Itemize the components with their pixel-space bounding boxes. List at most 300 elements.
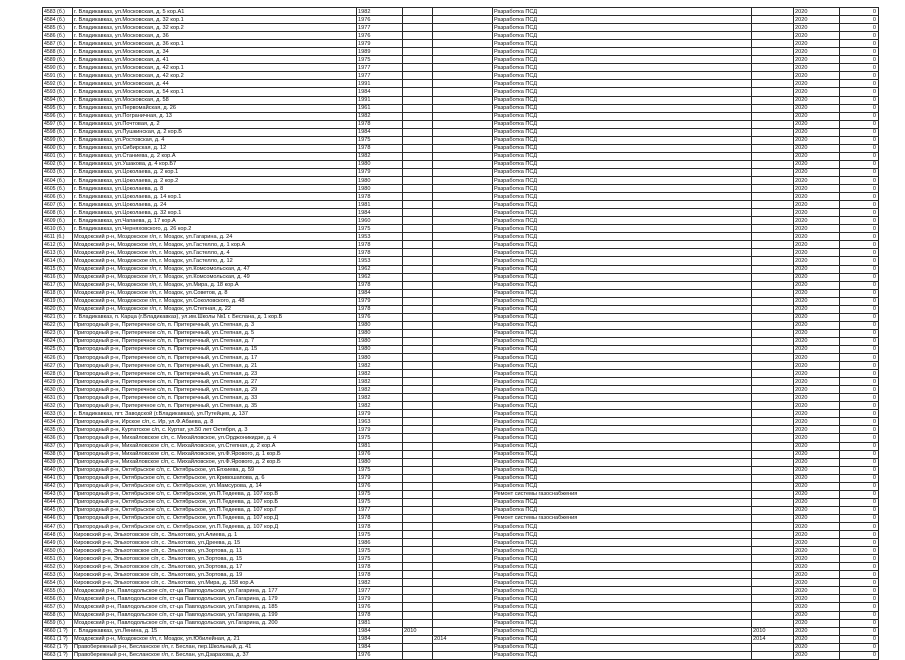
address-cell: г. Владикавказ, ул.Московская, д. 36 кор.1: [73, 40, 357, 48]
cost-cell: 0: [840, 531, 879, 539]
planned-year-cell: 2020: [794, 643, 840, 651]
address-cell: Пригородный р-н, Михайловское с/п, с. Михайловское, ул.Ф.Ярового, д. 1 кор.Б: [73, 450, 357, 458]
table-row: [43, 209, 879, 217]
planned-year-cell: 2020: [794, 345, 840, 353]
repair-year-cell: [433, 458, 493, 466]
table-row: [43, 104, 879, 112]
cost-cell: 0: [840, 579, 879, 587]
year-built-cell: 1961: [357, 104, 403, 112]
address-cell: Моздокский р-н, Павлодольское с/п, ст-ца Павлодольская, ул.Гагарина, д. 200: [73, 619, 357, 627]
last-repair-year-cell: [403, 281, 433, 289]
last-repair-year-cell: [403, 265, 433, 273]
work-type-cell: Разработка ПСД: [493, 289, 752, 297]
planned-year-cell: 2020: [794, 225, 840, 233]
table-row: [43, 225, 879, 233]
planned-year-cell: 2020: [794, 217, 840, 225]
row-id-cell: 4620 (б.): [43, 305, 73, 313]
last-repair-year-cell: [403, 176, 433, 184]
cost-cell: 0: [840, 40, 879, 48]
address-cell: г. Владикавказ, ул.Московская, д. 41: [73, 56, 357, 64]
year-built-cell: 1978: [357, 611, 403, 619]
repair-year-cell: [433, 176, 493, 184]
planned-year-cell: 2020: [794, 555, 840, 563]
repair-year-cell: [433, 185, 493, 193]
repair-year-cell: [433, 241, 493, 249]
completed-year-cell: [752, 595, 794, 603]
cost-cell: 0: [840, 72, 879, 80]
planned-year-cell: 2020: [794, 185, 840, 193]
repair-year-cell: [433, 16, 493, 24]
repair-year-cell: [433, 48, 493, 56]
last-repair-year-cell: [403, 313, 433, 321]
row-id-cell: 4656 (б.): [43, 595, 73, 603]
planned-year-cell: 2020: [794, 337, 840, 345]
completed-year-cell: [752, 201, 794, 209]
work-type-cell: Разработка ПСД: [493, 257, 752, 265]
last-repair-year-cell: [403, 160, 433, 168]
work-type-cell: Разработка ПСД: [493, 265, 752, 273]
completed-year-cell: [752, 16, 794, 24]
work-type-cell: Разработка ПСД: [493, 410, 752, 418]
address-cell: г. Владикавказ, пгт. Заводской (г.Владикавказ), ул.Путейцев, д. 137: [73, 410, 357, 418]
row-id-cell: 4612 (б.): [43, 241, 73, 249]
repair-year-cell: [433, 643, 493, 651]
last-repair-year-cell: [403, 152, 433, 160]
last-repair-year-cell: [403, 321, 433, 329]
work-type-cell: Разработка ПСД: [493, 313, 752, 321]
work-type-cell: Разработка ПСД: [493, 160, 752, 168]
table-row: [43, 378, 879, 386]
year-built-cell: 1980: [357, 329, 403, 337]
table-row: [43, 176, 879, 184]
year-built-cell: 1975: [357, 56, 403, 64]
planned-year-cell: 2020: [794, 321, 840, 329]
last-repair-year-cell: [403, 185, 433, 193]
work-type-cell: Разработка ПСД: [493, 643, 752, 651]
cost-cell: 0: [840, 345, 879, 353]
work-type-cell: Разработка ПСД: [493, 337, 752, 345]
table-row: [43, 547, 879, 555]
cost-cell: 0: [840, 563, 879, 571]
last-repair-year-cell: [403, 249, 433, 257]
planned-year-cell: 2020: [794, 96, 840, 104]
address-cell: Кировский р-н, Эльхотовское с/п, с. Эльхотово, ул.Дреева, д. 15: [73, 539, 357, 547]
last-repair-year-cell: [403, 571, 433, 579]
address-cell: г. Владикавказ, ул.Цоколаева, д. 8: [73, 185, 357, 193]
planned-year-cell: 2020: [794, 273, 840, 281]
year-built-cell: 1982: [357, 8, 403, 16]
work-type-cell: Разработка ПСД: [493, 458, 752, 466]
cost-cell: 0: [840, 394, 879, 402]
completed-year-cell: [752, 498, 794, 506]
table-row: [43, 482, 879, 490]
last-repair-year-cell: [403, 434, 433, 442]
repair-year-cell: [433, 40, 493, 48]
repair-year-cell: [433, 498, 493, 506]
cost-cell: 0: [840, 144, 879, 152]
row-id-cell: 4633 (б.): [43, 410, 73, 418]
work-type-cell: Разработка ПСД: [493, 281, 752, 289]
table-row: [43, 514, 879, 522]
work-type-cell: Разработка ПСД: [493, 16, 752, 24]
completed-year-cell: [752, 56, 794, 64]
last-repair-year-cell: [403, 354, 433, 362]
work-type-cell: Разработка ПСД: [493, 466, 752, 474]
row-id-cell: 4660 (1 ?): [43, 627, 73, 635]
row-id-cell: 4655 (б.): [43, 587, 73, 595]
address-cell: Моздокский р-н, Павлодольское с/п, ст-ца Павлодольская, ул.Гагарина, д. 199: [73, 611, 357, 619]
cost-cell: 0: [840, 289, 879, 297]
last-repair-year-cell: [403, 168, 433, 176]
work-type-cell: Разработка ПСД: [493, 305, 752, 313]
row-id-cell: 4654 (б.): [43, 579, 73, 587]
repair-year-cell: [433, 394, 493, 402]
table-row: [43, 249, 879, 257]
year-built-cell: 1982: [357, 579, 403, 587]
completed-year-cell: [752, 72, 794, 80]
work-type-cell: Разработка ПСД: [493, 329, 752, 337]
last-repair-year-cell: [403, 80, 433, 88]
address-cell: Пригородный р-н, Притеречное с/п, п. Притеречный, ул.Степная, д. 33: [73, 394, 357, 402]
work-type-cell: Разработка ПСД: [493, 136, 752, 144]
completed-year-cell: [752, 450, 794, 458]
row-id-cell: 4600 (б.): [43, 144, 73, 152]
completed-year-cell: [752, 490, 794, 498]
table-row: [43, 217, 879, 225]
last-repair-year-cell: [403, 48, 433, 56]
address-cell: Моздокский р-н, Моздокское г/п, г. Моздок, ул.Комсомольская, д. 49: [73, 273, 357, 281]
row-id-cell: 4663 (1 ?): [43, 651, 73, 659]
table-row: [43, 498, 879, 506]
completed-year-cell: [752, 434, 794, 442]
repair-year-cell: [433, 434, 493, 442]
year-built-cell: 1984: [357, 627, 403, 635]
year-built-cell: 1976: [357, 482, 403, 490]
completed-year-cell: [752, 378, 794, 386]
address-cell: Кировский р-н, Эльхотовское с/п, с. Эльхотово, ул.Зортова, д. 15: [73, 555, 357, 563]
completed-year-cell: [752, 579, 794, 587]
work-type-cell: Разработка ПСД: [493, 386, 752, 394]
repair-year-cell: [433, 619, 493, 627]
address-cell: Пригородный р-н, Октябрьское с/п, с. Октябрьское, ул.Мамсурова, д. 14: [73, 482, 357, 490]
address-cell: Моздокский р-н, Моздокское г/п, г. Моздок, ул.Гастелло, д. 12: [73, 257, 357, 265]
planned-year-cell: 2020: [794, 241, 840, 249]
cost-cell: 0: [840, 651, 879, 659]
planned-year-cell: 2020: [794, 627, 840, 635]
table-row: [43, 370, 879, 378]
work-type-cell: Разработка ПСД: [493, 426, 752, 434]
planned-year-cell: 2020: [794, 466, 840, 474]
address-cell: г. Владикавказ, ул.Пушкинская, д. 2 кор.Б: [73, 128, 357, 136]
last-repair-year-cell: [403, 450, 433, 458]
address-cell: Пригородный р-н, Октябрьское с/п, с. Октябрьское, ул.Епхиева, д. 59: [73, 466, 357, 474]
planned-year-cell: 2020: [794, 64, 840, 72]
address-cell: Пригородный р-н, Куртатское с/п, с. Куртат, ул.50 лет Октября, д. 3: [73, 426, 357, 434]
completed-year-cell: [752, 410, 794, 418]
cost-cell: 0: [840, 16, 879, 24]
row-id-cell: 4636 (б.): [43, 434, 73, 442]
row-id-cell: 4648 (б.): [43, 531, 73, 539]
planned-year-cell: 2020: [794, 547, 840, 555]
completed-year-cell: [752, 233, 794, 241]
completed-year-cell: [752, 426, 794, 434]
planned-year-cell: 2020: [794, 635, 840, 643]
address-cell: г. Владикавказ, ул.Ленина, д. 15: [73, 627, 357, 635]
cost-cell: 0: [840, 329, 879, 337]
cost-cell: 0: [840, 337, 879, 345]
row-id-cell: 4635 (б.): [43, 426, 73, 434]
table-row: [43, 136, 879, 144]
address-cell: Правобережный р-н, Бесланское г/п, г. Беслан, пер.Школьный, д. 41: [73, 643, 357, 651]
year-built-cell: 1975: [357, 555, 403, 563]
table-row: [43, 120, 879, 128]
last-repair-year-cell: [403, 595, 433, 603]
last-repair-year-cell: [403, 241, 433, 249]
planned-year-cell: 2020: [794, 168, 840, 176]
completed-year-cell: [752, 563, 794, 571]
last-repair-year-cell: [403, 531, 433, 539]
address-cell: г. Владикавказ, ул.Цоколаева, д. 2 кор.2: [73, 176, 357, 184]
address-cell: Моздокский р-н, Моздокское г/п, г. Моздок, ул.Гастелло, д. 1 кор.А: [73, 241, 357, 249]
table-row: [43, 257, 879, 265]
year-built-cell: 1978: [357, 523, 403, 531]
table-row: [43, 603, 879, 611]
repair-year-cell: [433, 370, 493, 378]
row-id-cell: 4599 (б.): [43, 136, 73, 144]
table-row: [43, 337, 879, 345]
work-type-cell: Разработка ПСД: [493, 88, 752, 96]
year-built-cell: 1984: [357, 88, 403, 96]
planned-year-cell: 2020: [794, 579, 840, 587]
address-cell: Моздокский р-н, Павлодольское с/п, ст-ца Павлодольская, ул.Гагарина, д. 179: [73, 595, 357, 603]
work-type-cell: Разработка ПСД: [493, 345, 752, 353]
work-type-cell: Ремонт системы газоснабжения: [493, 490, 752, 498]
last-repair-year-cell: [403, 112, 433, 120]
planned-year-cell: 2020: [794, 136, 840, 144]
last-repair-year-cell: [403, 217, 433, 225]
completed-year-cell: [752, 297, 794, 305]
row-id-cell: 4625 (б.): [43, 345, 73, 353]
year-built-cell: 1984: [357, 635, 403, 643]
year-built-cell: 1980: [357, 176, 403, 184]
cost-cell: 0: [840, 217, 879, 225]
repair-year-cell: [433, 418, 493, 426]
table-row: [43, 168, 879, 176]
last-repair-year-cell: [403, 466, 433, 474]
cost-cell: 0: [840, 233, 879, 241]
year-built-cell: 1978: [357, 514, 403, 522]
year-built-cell: 1982: [357, 152, 403, 160]
address-cell: г. Владикавказ, ул.Черняховского, д. 26 кор.2: [73, 225, 357, 233]
planned-year-cell: 2020: [794, 72, 840, 80]
completed-year-cell: [752, 273, 794, 281]
year-built-cell: 1978: [357, 305, 403, 313]
work-type-cell: Разработка ПСД: [493, 523, 752, 531]
planned-year-cell: 2020: [794, 152, 840, 160]
repair-year-cell: [433, 80, 493, 88]
row-id-cell: 4593 (б.): [43, 88, 73, 96]
table-row: [43, 579, 879, 587]
repair-year-cell: [433, 257, 493, 265]
repair-year-cell: [433, 160, 493, 168]
cost-cell: 0: [840, 265, 879, 273]
completed-year-cell: [752, 362, 794, 370]
year-built-cell: 1960: [357, 217, 403, 225]
repair-year-cell: [433, 136, 493, 144]
work-type-cell: Разработка ПСД: [493, 8, 752, 16]
repair-year-cell: [433, 72, 493, 80]
last-repair-year-cell: [403, 144, 433, 152]
cost-cell: 0: [840, 523, 879, 531]
last-repair-year-cell: [403, 490, 433, 498]
completed-year-cell: [752, 587, 794, 595]
year-built-cell: 1978: [357, 193, 403, 201]
repair-year-cell: [433, 555, 493, 563]
table-row: [43, 8, 879, 16]
completed-year-cell: [752, 523, 794, 531]
address-cell: г. Владикавказ, ул.Цоколаева, д. 14 кор.1: [73, 193, 357, 201]
table-row: [43, 386, 879, 394]
cost-cell: 0: [840, 619, 879, 627]
address-cell: г. Владикавказ, ул.Цоколаева, д. 32 кор.1: [73, 209, 357, 217]
last-repair-year-cell: [403, 193, 433, 201]
last-repair-year-cell: [403, 547, 433, 555]
work-type-cell: Разработка ПСД: [493, 64, 752, 72]
row-id-cell: 4603 (б.): [43, 168, 73, 176]
address-cell: г. Владикавказ, ул.Московская, д. 58: [73, 96, 357, 104]
cost-cell: 0: [840, 201, 879, 209]
last-repair-year-cell: [403, 16, 433, 24]
work-type-cell: Разработка ПСД: [493, 402, 752, 410]
cost-cell: 0: [840, 466, 879, 474]
cost-cell: 0: [840, 249, 879, 257]
row-id-cell: 4638 (б.): [43, 450, 73, 458]
repair-year-cell: [433, 209, 493, 217]
last-repair-year-cell: [403, 297, 433, 305]
row-id-cell: 4622 (б.): [43, 321, 73, 329]
table-row: [43, 651, 879, 659]
completed-year-cell: [752, 144, 794, 152]
year-built-cell: 1979: [357, 426, 403, 434]
address-cell: г. Владикавказ, ул.Первомайская, д. 26: [73, 104, 357, 112]
completed-year-cell: [752, 611, 794, 619]
completed-year-cell: [752, 176, 794, 184]
table-row: [43, 48, 879, 56]
cost-cell: 0: [840, 112, 879, 120]
repair-year-cell: [433, 402, 493, 410]
table-row: [43, 643, 879, 651]
completed-year-cell: [752, 354, 794, 362]
row-id-cell: 4661 (1 ?): [43, 635, 73, 643]
year-built-cell: 1975: [357, 498, 403, 506]
work-type-cell: Разработка ПСД: [493, 482, 752, 490]
table-row: [43, 345, 879, 353]
completed-year-cell: [752, 305, 794, 313]
repair-year-cell: [433, 450, 493, 458]
row-id-cell: 4637 (б.): [43, 442, 73, 450]
repair-year-cell: [433, 265, 493, 273]
work-type-cell: Ремонт системы газоснабжения: [493, 514, 752, 522]
table-row: [43, 128, 879, 136]
row-id-cell: 4597 (б.): [43, 120, 73, 128]
repair-year-cell: [433, 24, 493, 32]
table-row: [43, 64, 879, 72]
completed-year-cell: [752, 539, 794, 547]
planned-year-cell: 2020: [794, 289, 840, 297]
last-repair-year-cell: [403, 635, 433, 643]
work-type-cell: Разработка ПСД: [493, 627, 752, 635]
cost-cell: 0: [840, 555, 879, 563]
row-id-cell: 4589 (б.): [43, 56, 73, 64]
year-built-cell: 1980: [357, 185, 403, 193]
completed-year-cell: [752, 506, 794, 514]
completed-year-cell: [752, 571, 794, 579]
repair-year-cell: [433, 579, 493, 587]
repair-year-cell: [433, 547, 493, 555]
last-repair-year-cell: 2010: [403, 627, 433, 635]
planned-year-cell: 2020: [794, 354, 840, 362]
repair-year-cell: [433, 233, 493, 241]
cost-cell: 0: [840, 571, 879, 579]
planned-year-cell: 2020: [794, 257, 840, 265]
last-repair-year-cell: [403, 643, 433, 651]
row-id-cell: 4610 (б.): [43, 225, 73, 233]
address-cell: г. Владикавказ, ул.Московская, д. 44: [73, 80, 357, 88]
work-type-cell: Разработка ПСД: [493, 193, 752, 201]
planned-year-cell: 2020: [794, 297, 840, 305]
row-id-cell: 4614 (б.): [43, 257, 73, 265]
row-id-cell: 4598 (б.): [43, 128, 73, 136]
year-built-cell: 1981: [357, 619, 403, 627]
completed-year-cell: [752, 88, 794, 96]
repair-year-cell: [433, 337, 493, 345]
planned-year-cell: 2020: [794, 128, 840, 136]
last-repair-year-cell: [403, 257, 433, 265]
repair-year-cell: [433, 523, 493, 531]
row-id-cell: 4634 (б.): [43, 418, 73, 426]
address-cell: Пригородный р-н, Притеречное с/п, п. Притеречный, ул.Степная, д. 17: [73, 354, 357, 362]
year-built-cell: 1962: [357, 265, 403, 273]
repair-year-cell: [433, 313, 493, 321]
last-repair-year-cell: [403, 587, 433, 595]
repair-year-cell: [433, 217, 493, 225]
table-row: [43, 241, 879, 249]
last-repair-year-cell: [403, 273, 433, 281]
repair-year-cell: [433, 345, 493, 353]
work-type-cell: Разработка ПСД: [493, 217, 752, 225]
table-row: [43, 418, 879, 426]
planned-year-cell: 2020: [794, 233, 840, 241]
cost-cell: 0: [840, 386, 879, 394]
repair-year-cell: [433, 144, 493, 152]
year-built-cell: 1991: [357, 96, 403, 104]
row-id-cell: 4630 (б.): [43, 386, 73, 394]
last-repair-year-cell: [403, 579, 433, 587]
work-type-cell: Разработка ПСД: [493, 128, 752, 136]
completed-year-cell: [752, 329, 794, 337]
completed-year-cell: 2010: [752, 627, 794, 635]
last-repair-year-cell: [403, 201, 433, 209]
cost-cell: 0: [840, 498, 879, 506]
completed-year-cell: [752, 651, 794, 659]
last-repair-year-cell: [403, 402, 433, 410]
last-repair-year-cell: [403, 362, 433, 370]
planned-year-cell: 2020: [794, 249, 840, 257]
cost-cell: 0: [840, 490, 879, 498]
planned-year-cell: 2020: [794, 281, 840, 289]
work-type-cell: Разработка ПСД: [493, 651, 752, 659]
completed-year-cell: [752, 555, 794, 563]
